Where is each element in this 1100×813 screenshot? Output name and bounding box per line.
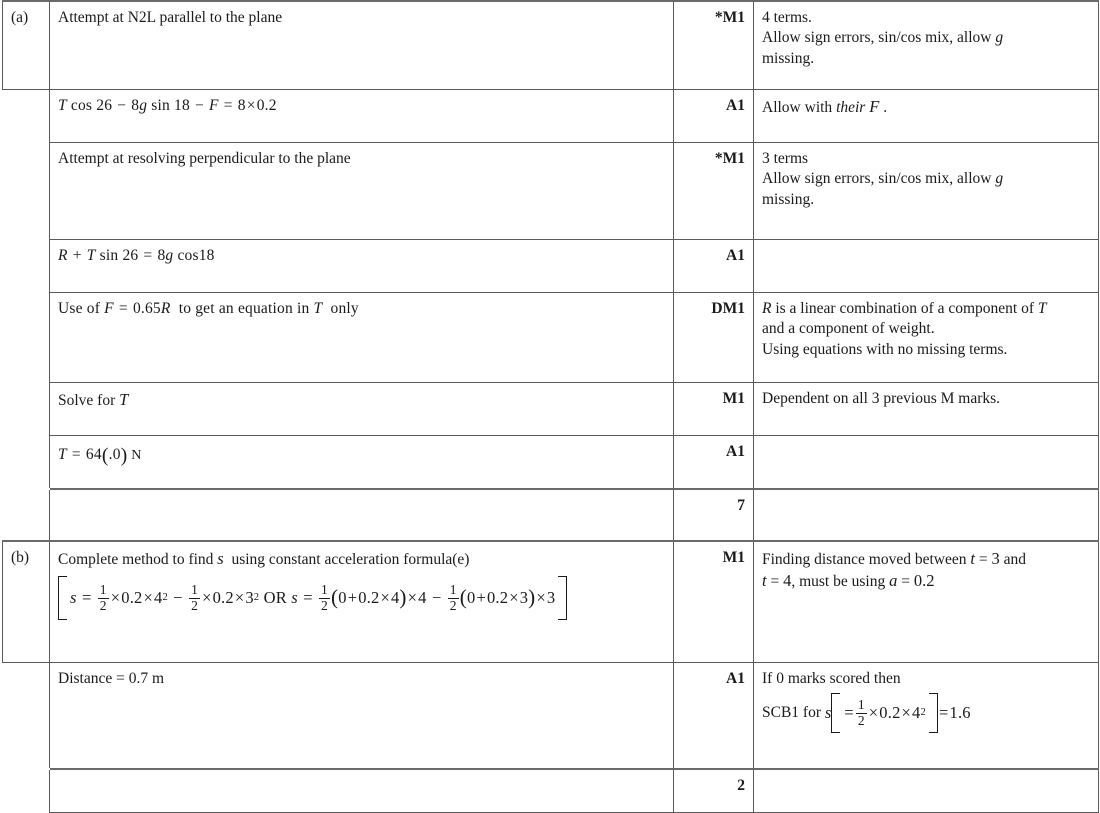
table-row [3,293,1099,383]
solution-cell-r10 [50,663,674,770]
left-bracket-icon [831,693,840,732]
unit-metre: m [151,670,165,687]
var-a: a [889,571,898,591]
notes-line: Finding distance moved between t = 3 and [762,549,1026,568]
num-64: 64 [85,445,102,463]
notes-cell-r4 [754,240,1099,293]
num-3: 3 [245,588,254,608]
solution-cell-r9 [50,541,674,663]
num-0: 0 [338,588,347,608]
solution-cell-r4 [50,240,674,293]
table-row-total-b [3,769,1099,813]
var-T: T [58,445,67,463]
notes-line: 4 terms. [762,9,812,26]
unit-newton: N [131,447,142,463]
formula-b-bracketed [58,576,567,619]
table-row [3,436,1099,490]
result-distance: Distance = 0.7 m [58,670,165,687]
notes-cell-r7 [754,436,1099,490]
var-T: T [119,390,129,409]
distance-value: 0.7 [128,670,149,687]
num-8: 8 [237,97,246,114]
fraction-one-half: $\frac{1}{2}$ [99,582,107,613]
scb1-formula: SCB1 for s = $\frac{1}{2}$ × 0.2 × 4 2 =1.6 [762,693,1090,732]
left-bracket-icon [58,576,67,619]
table-row [3,1,1099,90]
mark-scheme-table [2,0,1099,813]
var-R: R [58,247,68,264]
right-bracket-icon [929,693,938,732]
part-label-blank [3,663,50,770]
notes-line: R is a linear combination of a component of T [762,300,1047,317]
notes-line: Using equations with no missing terms. [762,340,1008,358]
table-row [3,541,1099,663]
notes-line: Allow sign errors, sin/cos mix, allow g [762,29,1004,47]
num-4: 4 [418,588,427,608]
scb1-prefix: SCB1 for [762,703,821,721]
var-s: s [824,703,832,723]
part-label-blank [3,143,50,240]
var-g: g [995,29,1004,47]
marks-cell-r4: A1 [674,240,754,293]
solution-text-r1: Attempt at N2L parallel to the plane [58,9,283,26]
part-label-blank [3,489,50,541]
var-g: g [139,97,148,114]
num-3: 3 [546,588,556,608]
marks-cell-r2: A1 [674,90,754,143]
notes-line: If 0 marks scored then [762,670,901,687]
scb1-body: = $\frac{1}{2}$ × 0.2 × 4 2 [844,697,926,728]
num-4: 4 [390,588,400,608]
fn-cos: cos [70,97,93,114]
marks-cell-r7: A1 [674,436,754,490]
solution-cell-total-b [50,769,674,813]
notes-cell-r9 [754,541,1099,663]
right-bracket-icon [558,576,567,619]
marks-cell-r10: A1 [674,663,754,770]
var-F: F [104,300,114,317]
marks-cell-r1: *M1 [674,1,754,90]
var-s: s [291,588,298,608]
fraction-one-half: $\frac{1}{2}$ [191,582,199,613]
their-word: their [836,99,866,116]
num-26: 26 [122,247,139,264]
var-g: g [995,170,1004,188]
total-marks-a: 7 [674,489,754,541]
num-1-6: 1.6 [949,703,971,723]
part-label-blank [3,383,50,436]
table-row [3,383,1099,436]
formula-b-body: s = $\frac{1}{2}$ × 0.2 × 4 2 − $\frac{1}{2}$ × 0.2 × 3 2 OR s = $\frac{1}{2}$ ( 0 + 0.2 × 4 ) × 4 − $\frac{1}{2}$ ( 0 + 0.2 × 3 ) × 3 [70,582,556,613]
num-0-2: 0.2 [913,571,935,591]
num-18: 18 [174,97,190,114]
marks-cell-r5: DM1 [674,293,754,383]
notes-line: missing. [762,49,815,67]
notes-cell-r5 [754,293,1099,383]
notes-cell-r2 [754,90,1099,143]
notes-line: 3 terms [762,150,809,167]
var-R: R [762,300,772,317]
var-g: g [165,247,174,264]
var-t: t [970,549,975,568]
notes-text: Allow with their F . [762,97,888,116]
notes-line: Allow sign errors, sin/cos mix, allow g [762,170,1004,188]
fn-cos: cos [177,247,199,264]
scb1-bracketed [831,693,938,732]
table-row-total-a [3,489,1099,541]
num-0-2: 0.2 [212,588,234,608]
notes-line: and a component of weight. [762,320,935,338]
num-4: 4 [912,703,921,723]
solution-cell-total-a [50,489,674,541]
equation-n2l-parallel: T cos 26 − 8g sin 18 − F = 8×0.2 [58,97,277,114]
solution-cell-r6 [50,383,674,436]
fraction-one-half: $\frac{1}{2}$ [449,582,457,613]
marks-cell-r9: M1 [674,541,754,663]
notes-cell-total-b [754,769,1099,813]
var-T: T [58,97,67,114]
num-8: 8 [157,247,166,264]
num-8: 8 [131,97,140,114]
notes-cell-r3 [754,143,1099,240]
notes-cell-r1 [754,1,1099,90]
var-T: T [313,300,323,317]
distance-label: Distance [58,670,113,687]
part-label-blank [3,769,50,813]
num-26: 26 [96,97,113,114]
part-label-blank [3,293,50,383]
num-0-2: 0.2 [486,588,509,608]
var-F: F [209,97,219,114]
part-label-blank [3,436,50,490]
fn-sin: sin [99,247,119,264]
num-3: 3 [991,549,1000,568]
num-18: 18 [198,247,215,264]
table-row [3,663,1099,770]
solution-cell-r3 [50,143,674,240]
part-label-b: (b) [3,541,50,663]
var-s: s [217,549,224,568]
var-s: s [70,588,77,608]
equation-resolve-perp: R + T sin 26 = 8g cos18 [58,247,215,264]
total-marks-b: 2 [674,769,754,813]
var-F: F [869,97,880,116]
fraction-one-half: $\frac{1}{2}$ [857,697,865,728]
statement-solve-for-T: Solve for T [58,390,129,409]
table-row [3,90,1099,143]
fn-sin: sin [151,97,170,114]
part-label-blank [3,240,50,293]
notes-line: missing. [762,190,815,208]
or-keyword: OR [263,588,287,608]
var-t: t [762,571,767,591]
num-0-2: 0.2 [879,703,901,723]
num-0-2: 0.2 [121,588,143,608]
solution-cell-r7 [50,436,674,490]
table-row [3,143,1099,240]
var-T: T [86,247,96,264]
notes-cell-total-a [754,489,1099,541]
result-tension: T = 64(.0) N [58,444,142,466]
statement-complete-method: Complete method to find s using constant acceleration formula(e) [58,549,470,568]
marks-cell-r3: *M1 [674,143,754,240]
num-0-2: 0.2 [256,97,277,114]
notes-cell-r10 [754,663,1099,770]
table-row [3,240,1099,293]
var-T: T [1037,300,1047,317]
num-3: 3 [519,588,529,608]
num-0: 0 [466,588,476,608]
marks-cell-r6: M1 [674,383,754,436]
solution-text-r3: Attempt at resolving perpendicular to the plane [58,150,351,167]
solution-cell-r5 [50,293,674,383]
var-R: R [160,300,171,317]
num-4: 4 [154,588,163,608]
part-label-a: (a) [3,1,50,90]
notes-line: t = 4, must be using a = 0.2 [762,571,935,591]
num-4: 4 [783,571,792,591]
notes-cell-r6: Dependent on all 3 previous M marks. [754,383,1099,436]
fraction-one-half: $\frac{1}{2}$ [321,582,329,613]
solution-cell-r2 [50,90,674,143]
num-point-0: .0 [108,445,121,463]
num-0-2: 0.2 [358,588,380,608]
allow-with-text: Allow with [762,99,833,116]
statement-use-of-F: Use of F = 0.65R to get an equation in T only [58,300,359,317]
num-0-65: 0.65 [132,300,161,317]
solution-cell-r1 [50,1,674,90]
part-label-blank [3,90,50,143]
